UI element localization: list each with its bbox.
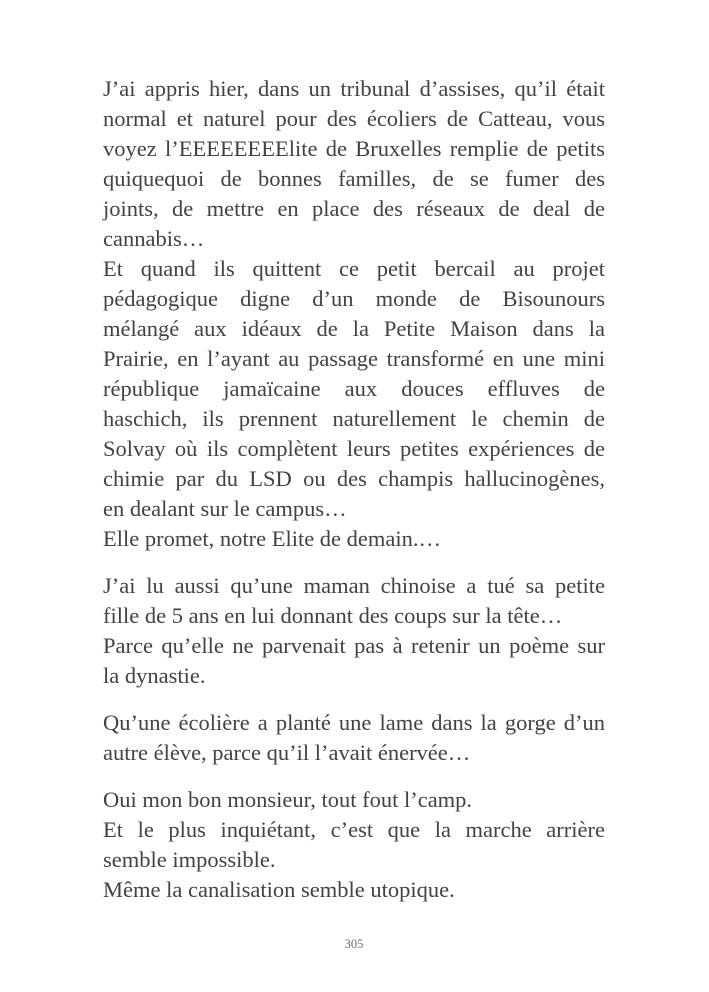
text-line: chimie par du LSD ou des champis hallucinogènes, [103, 466, 605, 491]
text-line: fille de 5 ans en lui donnant des coups sur la tête… [103, 603, 563, 628]
text-line: Parce qu’elle ne parvenait pas à retenir un poème sur [103, 633, 605, 658]
paragraph-1 [103, 74, 605, 254]
paragraph-6 [103, 708, 605, 768]
paragraph-4 [103, 571, 605, 631]
text-line: pédagogique digne d’un monde de Bisounours [103, 286, 605, 311]
text-line: Et quand ils quittent ce petit bercail au projet [103, 256, 605, 281]
text-line: en dealant sur le campus… [103, 496, 347, 521]
page-text-block [103, 74, 605, 905]
text-line: mélangé aux idéaux de la Petite Maison dans la [103, 316, 605, 341]
page-number: 305 [344, 937, 364, 951]
text-line: semble impossible. [103, 847, 276, 872]
text-line: joints, de mettre en place des réseaux de deal de [103, 196, 605, 221]
text-line: J’ai lu aussi qu’une maman chinoise a tué sa petite [103, 573, 605, 598]
text-line: cannabis… [103, 226, 205, 251]
text-line: quiquequoi de bonnes familles, de se fumer des [103, 166, 605, 191]
text-line: Prairie, en l’ayant au passage transformé en une mini [103, 346, 605, 371]
paragraph-5 [103, 631, 605, 691]
text-line: Oui mon bon monsieur, tout fout l’camp. [103, 787, 473, 812]
paragraph-2 [103, 254, 605, 524]
paragraph-8 [103, 815, 605, 875]
text-line: voyez l’EEEEEEEElite de Bruxelles remplie de petits [103, 136, 605, 161]
paragraph-3 [103, 524, 605, 554]
text-line: haschich, ils prennent naturellement le chemin de [103, 406, 605, 431]
paragraph-9 [103, 875, 605, 905]
text-line: la dynastie. [103, 663, 206, 688]
text-line: normal et naturel pour des écoliers de Catteau, vous [103, 106, 605, 131]
paragraph-7 [103, 785, 605, 815]
text-line: Et le plus inquiétant, c’est que la marche arrière [103, 817, 605, 842]
text-line: autre élève, parce qu’il l’avait énervée… [103, 740, 471, 765]
text-line: Même la canalisation semble utopique. [103, 877, 455, 902]
text-line: Elle promet, notre Elite de demain.… [103, 526, 442, 551]
text-line: Solvay où ils complètent leurs petites expériences de [103, 436, 605, 461]
text-line: république jamaïcaine aux douces effluves de [103, 376, 605, 401]
text-line: Qu’une écolière a planté une lame dans la gorge d’un [103, 710, 605, 735]
text-line: J’ai appris hier, dans un tribunal d’assises, qu’il était [103, 76, 605, 101]
